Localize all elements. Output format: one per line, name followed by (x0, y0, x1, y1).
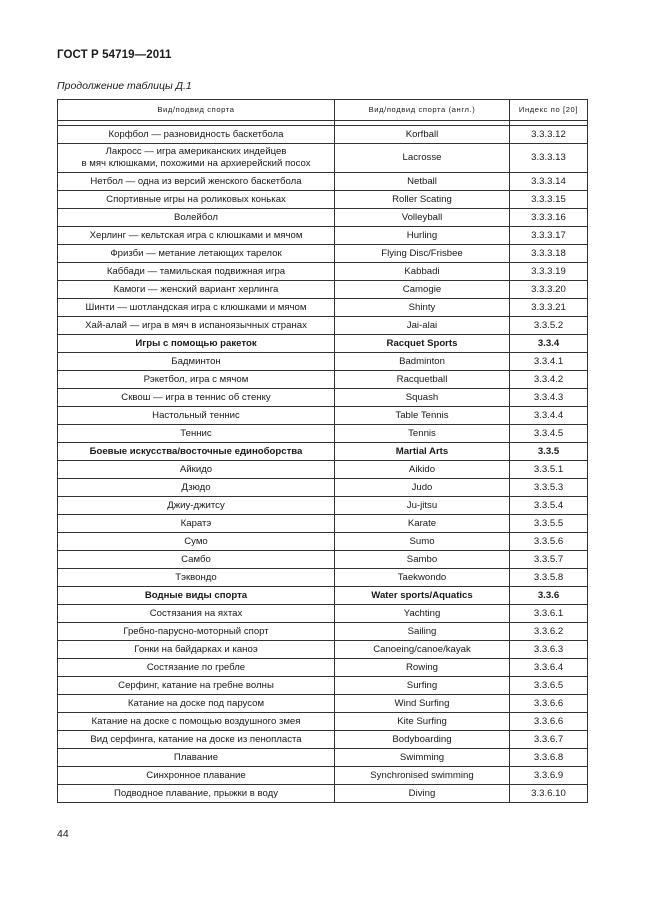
column-header-sport-en: Вид/подвид спорта (англ.) (335, 100, 510, 121)
cell-index: 3.3.3.17 (510, 227, 588, 245)
cell-sport-ru: Лакросс — игра американских индейцев в мяч клюшками, похожими на архиерейский посох (58, 144, 335, 173)
cell-sport-ru: Синхронное плавание (58, 767, 335, 785)
cell-sport-en: Badminton (335, 353, 510, 371)
cell-sport-ru: Рэкетбол, игра с мячом (58, 371, 335, 389)
table-row (58, 641, 588, 659)
cell-index: 3.3.3.14 (510, 173, 588, 191)
cell-index: 3.3.5.7 (510, 551, 588, 569)
cell-index: 3.3.3.15 (510, 191, 588, 209)
table-body (58, 121, 588, 803)
table-row (58, 767, 588, 785)
cell-sport-ru: Бадминтон (58, 353, 335, 371)
cell-index: 3.3.5.6 (510, 533, 588, 551)
cell-sport-en: Wind Surfing (335, 695, 510, 713)
cell-sport-ru: Хай-алай — игра в мяч в испаноязычных странах (58, 317, 335, 335)
cell-sport-ru: Шинти — шотландская игра с клюшками и мячом (58, 299, 335, 317)
cell-sport-en: Sailing (335, 623, 510, 641)
cell-index: 3.3.3.12 (510, 126, 588, 144)
cell-index: 3.3.4.1 (510, 353, 588, 371)
table-row (58, 299, 588, 317)
cell-index: 3.3.5 (510, 443, 588, 461)
table-header-row (58, 100, 588, 121)
table-row (58, 623, 588, 641)
column-header-index: Индекс по [20] (510, 100, 588, 121)
cell-sport-ru: Каратэ (58, 515, 335, 533)
cell-index: 3.3.6.6 (510, 695, 588, 713)
cell-sport-en: Yachting (335, 605, 510, 623)
cell-sport-en: Hurling (335, 227, 510, 245)
table-row (58, 281, 588, 299)
cell-sport-ru: Волейбол (58, 209, 335, 227)
cell-sport-en: Kabbadi (335, 263, 510, 281)
cell-index: 3.3.4.2 (510, 371, 588, 389)
cell-sport-en: Korfball (335, 126, 510, 144)
cell-index: 3.3.5.8 (510, 569, 588, 587)
cell-sport-en: Diving (335, 785, 510, 803)
cell-index: 3.3.4.5 (510, 425, 588, 443)
cell-sport-en: Table Tennis (335, 407, 510, 425)
cell-sport-ru: Айкидо (58, 461, 335, 479)
cell-sport-ru: Дзюдо (58, 479, 335, 497)
cell-index: 3.3.6.5 (510, 677, 588, 695)
cell-sport-en: Rowing (335, 659, 510, 677)
cell-sport-en: Bodyboarding (335, 731, 510, 749)
cell-sport-ru: Джиу-джитсу (58, 497, 335, 515)
cell-sport-ru: Серфинг, катание на гребне волны (58, 677, 335, 695)
cell-sport-en: Taekwondo (335, 569, 510, 587)
cell-index: 3.3.6 (510, 587, 588, 605)
cell-index: 3.3.6.10 (510, 785, 588, 803)
cell-index: 3.3.6.2 (510, 623, 588, 641)
cell-index: 3.3.5.1 (510, 461, 588, 479)
cell-sport-ru: Корфбол — разновидность баскетбола (58, 126, 335, 144)
cell-index: 3.3.5.4 (510, 497, 588, 515)
cell-sport-ru: Каббади — тамильская подвижная игра (58, 263, 335, 281)
cell-sport-en: Kite Surfing (335, 713, 510, 731)
table-row (58, 263, 588, 281)
cell-index: 3.3.3.19 (510, 263, 588, 281)
sports-table (57, 99, 588, 803)
table-row (58, 209, 588, 227)
table-row (58, 605, 588, 623)
table-row (58, 227, 588, 245)
cell-index: 3.3.6.6 (510, 713, 588, 731)
table-row (58, 245, 588, 263)
table-section-row (58, 335, 588, 353)
table-row (58, 713, 588, 731)
cell-sport-en: Squash (335, 389, 510, 407)
cell-index: 3.3.5.3 (510, 479, 588, 497)
cell-index: 3.3.3.21 (510, 299, 588, 317)
table-row (58, 533, 588, 551)
cell-index: 3.3.3.16 (510, 209, 588, 227)
table-row (58, 389, 588, 407)
cell-sport-en: Flying Disc/Frisbee (335, 245, 510, 263)
cell-sport-ru: Теннис (58, 425, 335, 443)
cell-sport-ru: Сквош — игра в теннис об стенку (58, 389, 335, 407)
table-row (58, 353, 588, 371)
cell-sport-en: Water sports/Aquatics (335, 587, 510, 605)
cell-sport-en: Racquetball (335, 371, 510, 389)
cell-sport-en: Aikido (335, 461, 510, 479)
cell-sport-en: Judo (335, 479, 510, 497)
table-row (58, 731, 588, 749)
table-row (58, 749, 588, 767)
cell-sport-ru: Катание на доске с помощью воздушного змея (58, 713, 335, 731)
column-header-sport-ru: Вид/подвид спорта (58, 100, 335, 121)
cell-sport-ru: Нетбол — одна из версий женского баскетбола (58, 173, 335, 191)
cell-sport-en: Sumo (335, 533, 510, 551)
cell-index: 3.3.4.4 (510, 407, 588, 425)
table-row (58, 785, 588, 803)
cell-sport-en: Canoeing/canoe/kayak (335, 641, 510, 659)
cell-index: 3.3.3.20 (510, 281, 588, 299)
cell-sport-ru: Спортивные игры на роликовых коньках (58, 191, 335, 209)
cell-sport-ru: Настольный теннис (58, 407, 335, 425)
cell-sport-en: Tennis (335, 425, 510, 443)
table-row (58, 144, 588, 173)
cell-sport-en: Synchronised swimming (335, 767, 510, 785)
table-section-row (58, 587, 588, 605)
cell-sport-en: Volleyball (335, 209, 510, 227)
table-row (58, 317, 588, 335)
table-row (58, 173, 588, 191)
cell-sport-ru: Подводное плавание, прыжки в воду (58, 785, 335, 803)
cell-sport-ru: Херлинг — кельтская игра с клюшками и мячом (58, 227, 335, 245)
table-row (58, 126, 588, 144)
cell-sport-ru: Состязание по гребле (58, 659, 335, 677)
document-standard-header: ГОСТ Р 54719—2011 (57, 49, 172, 61)
cell-sport-ru: Сумо (58, 533, 335, 551)
table-row (58, 407, 588, 425)
table-row (58, 551, 588, 569)
table-row (58, 659, 588, 677)
cell-index: 3.3.6.3 (510, 641, 588, 659)
cell-index: 3.3.6.1 (510, 605, 588, 623)
table-row (58, 497, 588, 515)
cell-index: 3.3.6.9 (510, 767, 588, 785)
table-section-row (58, 443, 588, 461)
cell-sport-en: Karate (335, 515, 510, 533)
table-caption: Продолжение таблицы Д.1 (57, 80, 192, 92)
cell-sport-ru: Состязания на яхтах (58, 605, 335, 623)
cell-sport-ru: Самбо (58, 551, 335, 569)
cell-sport-ru: Тэквондо (58, 569, 335, 587)
cell-index: 3.3.3.18 (510, 245, 588, 263)
table-row (58, 569, 588, 587)
cell-index: 3.3.4 (510, 335, 588, 353)
cell-sport-en: Jai-alai (335, 317, 510, 335)
cell-index: 3.3.5.5 (510, 515, 588, 533)
cell-sport-ru: Гребно-парусно-моторный спорт (58, 623, 335, 641)
table-row (58, 461, 588, 479)
table-row (58, 425, 588, 443)
page-number: 44 (57, 828, 69, 840)
cell-sport-en: Shinty (335, 299, 510, 317)
cell-sport-en: Swimming (335, 749, 510, 767)
cell-index: 3.3.6.4 (510, 659, 588, 677)
cell-sport-ru: Вид серфинга, катание на доске из пенопласта (58, 731, 335, 749)
cell-index: 3.3.5.2 (510, 317, 588, 335)
cell-sport-ru: Камоги — женский вариант херлинга (58, 281, 335, 299)
cell-index: 3.3.3.13 (510, 144, 588, 173)
cell-sport-en: Lacrosse (335, 144, 510, 173)
cell-sport-en: Netball (335, 173, 510, 191)
cell-index: 3.3.6.8 (510, 749, 588, 767)
cell-sport-ru: Фризби — метание летающих тарелок (58, 245, 335, 263)
cell-index: 3.3.6.7 (510, 731, 588, 749)
cell-sport-ru: Катание на доске под парусом (58, 695, 335, 713)
table-row (58, 371, 588, 389)
cell-sport-en: Roller Scating (335, 191, 510, 209)
cell-sport-ru: Боевые искусства/восточные единоборства (58, 443, 335, 461)
cell-sport-ru: Плавание (58, 749, 335, 767)
table-row (58, 515, 588, 533)
table-row (58, 677, 588, 695)
cell-sport-en: Sambo (335, 551, 510, 569)
cell-index: 3.3.4.3 (510, 389, 588, 407)
cell-sport-en: Racquet Sports (335, 335, 510, 353)
cell-sport-en: Martial Arts (335, 443, 510, 461)
table-row (58, 479, 588, 497)
cell-sport-en: Camogie (335, 281, 510, 299)
table-row (58, 191, 588, 209)
cell-sport-ru: Гонки на байдарках и каноэ (58, 641, 335, 659)
table-row (58, 695, 588, 713)
cell-sport-en: Ju-jitsu (335, 497, 510, 515)
cell-sport-en: Surfing (335, 677, 510, 695)
cell-sport-ru: Игры с помощью ракеток (58, 335, 335, 353)
cell-sport-ru: Водные виды спорта (58, 587, 335, 605)
